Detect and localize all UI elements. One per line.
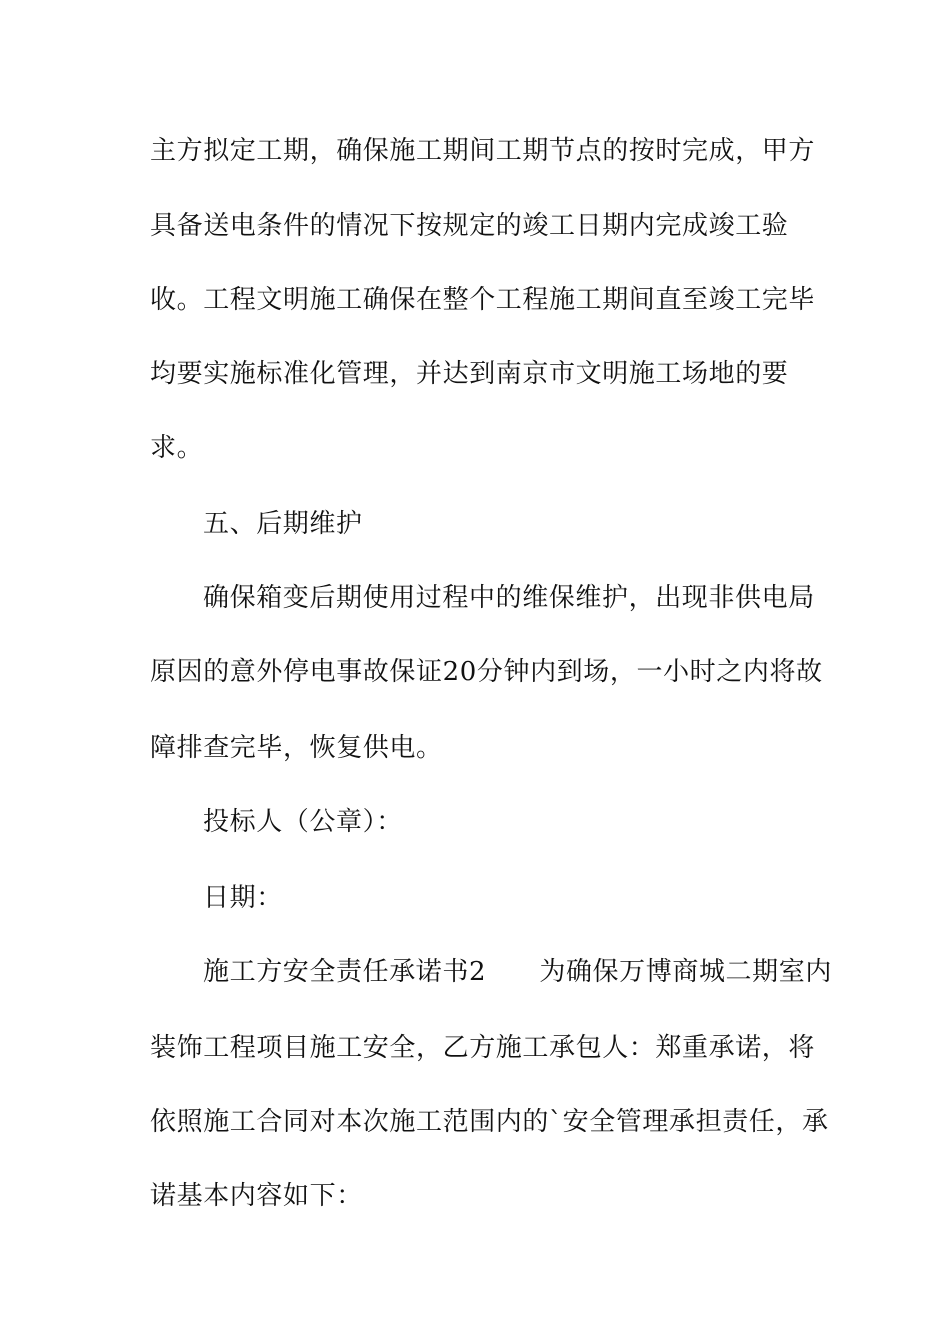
paragraph-line: 求。 xyxy=(150,433,204,463)
paragraph-line: 原因的意外停电事故保证20分钟内到场，一小时之内将故 xyxy=(150,657,823,687)
paragraph-line: 依照施工合同对本次施工范围内的`安全管理承担责任，承 xyxy=(150,1107,829,1137)
paragraph-line: 诺基本内容如下： xyxy=(150,1181,363,1211)
section-heading: 五、后期维护 xyxy=(203,509,363,539)
paragraph-line: 收。工程文明施工确保在整个工程施工期间直至竣工完毕 xyxy=(150,285,816,315)
bidder-seal-line: 投标人（公章）： xyxy=(203,807,403,837)
paragraph-line: 主方拟定工期，确保施工期间工期节点的按时完成，甲方 xyxy=(150,136,816,166)
paragraph-line: 均要实施标准化管理，并达到南京市文明施工场地的要 xyxy=(150,359,789,389)
date-line: 日期： xyxy=(203,883,283,913)
paragraph-line: 确保箱变后期使用过程中的维保维护，出现非供电局 xyxy=(203,583,815,613)
paragraph-line: 具备送电条件的情况下按规定的竣工日期内完成竣工验 xyxy=(150,211,789,241)
paragraph-line: 施工方安全责任承诺书2 为确保万博商城二期室内 xyxy=(203,957,832,987)
paragraph-line: 装饰工程项目施工安全，乙方施工承包人：郑重承诺，将 xyxy=(150,1033,816,1063)
paragraph-line: 障排查完毕，恢复供电。 xyxy=(150,733,443,763)
